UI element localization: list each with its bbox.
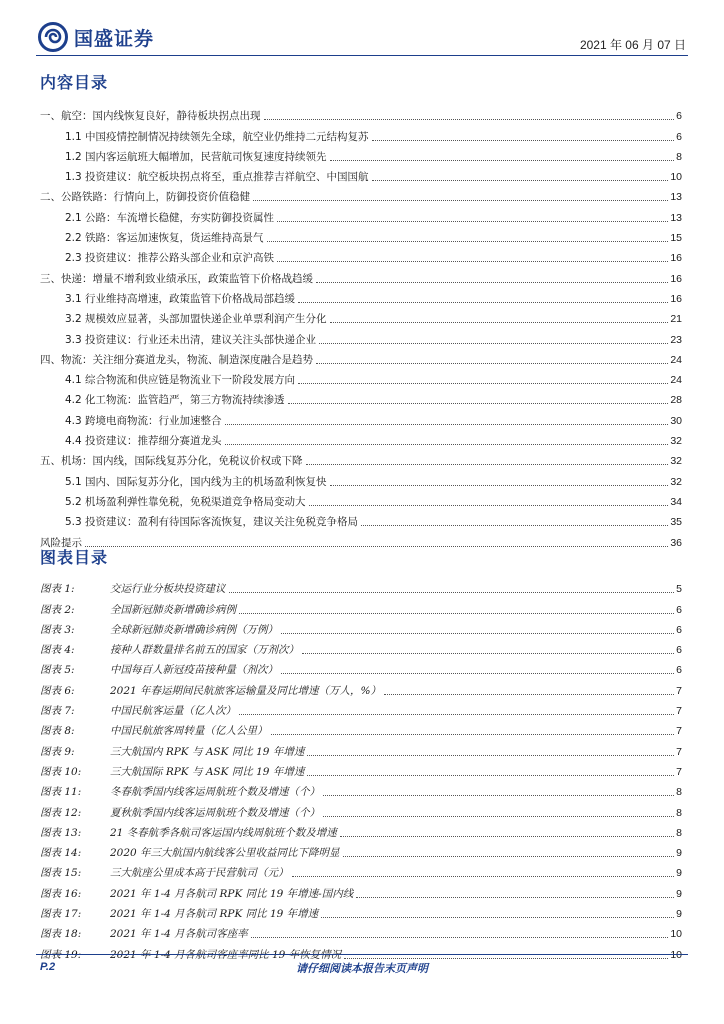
toc-entry-page: 13 <box>670 211 682 224</box>
toc-entry[interactable] <box>40 408 682 428</box>
leader-dots <box>330 485 669 486</box>
figure-number: 图表 1: <box>40 583 75 596</box>
figure-entry-label <box>40 927 248 942</box>
leader-dots <box>253 200 668 201</box>
leader-dots <box>316 282 668 283</box>
figure-entry-label <box>40 704 236 719</box>
figure-entry-page: 6 <box>676 603 682 616</box>
toc-entry[interactable] <box>40 165 682 185</box>
figure-caption: 2020 年三大航国内航线客公里收益同比下降明显 <box>110 847 340 860</box>
figure-number: 图表 6: <box>40 684 75 697</box>
brand-logo-icon <box>38 22 68 52</box>
toc-entry-page: 36 <box>670 536 682 549</box>
figure-caption: 三大航国内 RPK 与 ASK 同比 19 年增速 <box>110 745 305 758</box>
figure-entry-page: 9 <box>676 908 682 921</box>
leader-dots <box>239 613 674 614</box>
toc-entry-page: 16 <box>670 252 682 265</box>
leader-dots <box>323 795 674 796</box>
toc-entry-page: 24 <box>670 353 682 366</box>
leader-dots <box>372 180 669 181</box>
toc-entry-label: 4.2 化工物流：监管趋严，第三方物流持续渗透 <box>65 394 285 407</box>
leader-dots <box>85 546 668 547</box>
leader-dots <box>356 897 674 898</box>
leader-dots <box>267 241 669 242</box>
toc-entry-page: 32 <box>670 475 682 488</box>
figure-entry-page: 8 <box>676 826 682 839</box>
toc-entry[interactable] <box>40 266 682 286</box>
leader-dots <box>298 383 668 384</box>
toc-entry-page: 6 <box>676 130 682 143</box>
toc-entry-label: 五、机场：国内线，国际线复苏分化，免税议价权或下降 <box>40 455 303 468</box>
figure-number: 图表 5: <box>40 664 75 677</box>
toc-entry[interactable] <box>40 429 682 449</box>
leader-dots <box>292 876 675 877</box>
figure-entry[interactable] <box>40 821 682 841</box>
figure-entry-label <box>40 603 236 618</box>
figure-entry[interactable] <box>40 922 682 942</box>
figure-number: 图表 3: <box>40 623 75 636</box>
toc-entry[interactable] <box>40 185 682 205</box>
figure-entry-page: 6 <box>676 644 682 657</box>
figure-entry-page: 9 <box>676 847 682 860</box>
figure-entry-label <box>40 745 304 760</box>
figure-entry-label <box>40 887 353 902</box>
toc-entry[interactable] <box>40 368 682 388</box>
leader-dots <box>239 714 674 715</box>
figure-entry-label <box>40 846 340 861</box>
figure-entry-page: 5 <box>676 583 682 596</box>
figure-caption: 三大航座公里成本高于民营航司（元） <box>110 867 289 880</box>
figure-entry-page: 6 <box>676 664 682 677</box>
toc-entry-page: 8 <box>676 150 682 163</box>
figure-entry[interactable] <box>40 841 682 861</box>
figure-caption: 2021 年 1-4 月各航司客座率 <box>110 928 248 941</box>
figure-caption: 中国民航客运量（亿人次） <box>110 705 236 718</box>
toc-entry-label: 二、公路铁路：行情向上，防御投资价值稳健 <box>40 191 250 204</box>
toc-entry-label: 5.2 机场盈利弹性靠免税，免税渠道竞争格局变动大 <box>65 495 306 508</box>
toc-entry-page: 35 <box>670 516 682 529</box>
leader-dots <box>225 424 669 425</box>
figure-number: 图表 8: <box>40 725 75 738</box>
toc-entry-page: 16 <box>670 292 682 305</box>
figure-entry[interactable] <box>40 800 682 820</box>
figure-number: 图表 18: <box>40 928 82 941</box>
leader-dots <box>251 937 669 938</box>
toc-entry[interactable] <box>40 469 682 489</box>
toc-entry[interactable] <box>40 490 682 510</box>
leader-dots <box>288 403 669 404</box>
toc-entry[interactable] <box>40 388 682 408</box>
page-number: P.2 <box>40 961 56 973</box>
toc-entry-page: 32 <box>670 435 682 448</box>
toc-entry-page: 15 <box>670 232 682 245</box>
toc-entry[interactable] <box>40 104 682 124</box>
leader-dots <box>330 160 675 161</box>
toc-entry[interactable] <box>40 327 682 347</box>
figure-entry[interactable] <box>40 678 682 698</box>
footer-divider <box>36 954 688 955</box>
figure-entry-page: 7 <box>676 765 682 778</box>
toc-entry-page: 10 <box>670 171 682 184</box>
figure-entry[interactable] <box>40 739 682 759</box>
leader-dots <box>316 363 668 364</box>
toc-entry-label: 4.3 跨境电商物流：行业加速整合 <box>65 414 222 427</box>
toc-entry[interactable] <box>40 307 682 327</box>
report-date: 2021 年 06 月 07 日 <box>579 38 686 52</box>
figure-entry[interactable] <box>40 699 682 719</box>
leader-dots <box>298 302 668 303</box>
toc-entry-label: 一、航空：国内线恢复良好，静待板块拐点出现 <box>40 110 261 123</box>
leader-dots <box>323 816 674 817</box>
toc-title: 内容目录 <box>40 73 109 92</box>
toc-entry-label: 风险提示 <box>40 536 82 549</box>
figure-caption: 交运行业分板块投资建议 <box>110 583 226 596</box>
figure-entry-page: 7 <box>676 684 682 697</box>
leader-dots <box>330 322 669 323</box>
toc-entry-page: 21 <box>670 313 682 326</box>
toc-entry-label: 3.1 行业维持高增速，政策监管下价格战局部趋缓 <box>65 292 296 305</box>
toc-entry-label: 3.2 规模效应显著，头部加盟快递企业单票利润产生分化 <box>65 313 327 326</box>
figure-number: 图表 14: <box>40 847 82 860</box>
figure-entry-page: 10 <box>670 948 682 961</box>
toc-entry-label: 三、快递：增量不增利致业绩承压，政策监管下价格战趋缓 <box>40 272 313 285</box>
figure-number: 图表 10: <box>40 765 82 778</box>
header-divider <box>36 55 688 56</box>
leader-dots <box>361 525 668 526</box>
leader-dots <box>225 444 669 445</box>
toc-entry-label: 3.3 投资建议：行业还未出清，建议关注头部快递企业 <box>65 333 317 346</box>
toc-entry-page: 30 <box>670 414 682 427</box>
figure-entry-page: 8 <box>676 786 682 799</box>
toc-entry-label: 2.1 公路：车流增长稳健，夯实防御投资属性 <box>65 211 275 224</box>
leader-dots <box>271 734 675 735</box>
leader-dots <box>281 633 674 634</box>
toc-entry[interactable] <box>40 145 682 165</box>
toc-entry[interactable] <box>40 287 682 307</box>
brand-logo <box>38 22 154 52</box>
figure-entry-label <box>40 785 320 800</box>
figure-entry[interactable] <box>40 881 682 901</box>
figure-entry[interactable] <box>40 780 682 800</box>
figure-entry[interactable] <box>40 719 682 739</box>
toc-list <box>40 104 682 551</box>
toc-entry-page: 23 <box>670 333 682 346</box>
toc-entry-label: 2.2 铁路：客运加速恢复，货运维持高景气 <box>65 232 264 245</box>
leader-dots <box>372 140 675 141</box>
toc-entry[interactable] <box>40 124 682 144</box>
leader-dots <box>306 464 669 465</box>
figure-entry-label <box>40 643 299 658</box>
figure-caption: 2021 年春运期间民航旅客运输量及同比增速（万人，%） <box>110 684 382 697</box>
figure-entry-label <box>40 623 278 638</box>
figure-list-title: 图表目录 <box>40 548 109 567</box>
toc-entry-label: 1.2 国内客运航班大幅增加，民营航司恢复速度持续领先 <box>65 150 327 163</box>
figure-entry[interactable] <box>40 577 682 597</box>
figure-caption: 夏秋航季国内线客运周航班个数及增速（个） <box>110 806 320 819</box>
figure-entry-label <box>40 765 304 780</box>
figure-entry-page: 8 <box>676 806 682 819</box>
figure-entry-label <box>40 663 278 678</box>
figure-entry-page: 9 <box>676 887 682 900</box>
figure-caption: 中国民航旅客周转量（亿人公里） <box>110 725 268 738</box>
leader-dots <box>281 673 674 674</box>
leader-dots <box>277 221 668 222</box>
disclaimer-note: 请仔细阅读本报告末页声明 <box>296 962 428 975</box>
figure-entry-label <box>40 684 381 699</box>
figure-entry-label <box>40 907 318 922</box>
figure-entry-page: 9 <box>676 867 682 880</box>
figure-entry[interactable] <box>40 861 682 881</box>
figure-entry-page: 10 <box>670 928 682 941</box>
figure-caption: 冬春航季国内线客运周航班个数及增速（个） <box>110 786 320 799</box>
toc-entry-label: 四、物流：关注细分赛道龙头，物流、制造深度融合是趋势 <box>40 353 313 366</box>
figure-number: 图表 13: <box>40 826 82 839</box>
figure-entry-page: 7 <box>676 725 682 738</box>
toc-entry-page: 16 <box>670 272 682 285</box>
toc-entry-page: 32 <box>670 455 682 468</box>
figure-number: 图表 12: <box>40 806 82 819</box>
figure-caption: 21 冬春航季各航司客运国内线周航班个数及增速 <box>110 826 337 839</box>
figure-entry[interactable] <box>40 658 682 678</box>
figure-caption: 2021 年 1-4 月各航司 RPK 同比 19 年增速-国内线 <box>110 887 354 900</box>
toc-entry[interactable] <box>40 449 682 469</box>
toc-entry[interactable] <box>40 226 682 246</box>
brand-name: 国盛证券 <box>74 27 155 50</box>
figure-entry-label <box>40 582 226 597</box>
figure-caption: 中国每百人新冠疫苗接种量（剂次） <box>110 664 278 677</box>
figure-caption: 接种人群数量排名前五的国家（万剂次） <box>110 644 299 657</box>
figure-caption: 全球新冠肺炎新增确诊病例（万例） <box>110 623 278 636</box>
toc-entry[interactable] <box>40 510 682 530</box>
leader-dots <box>340 836 674 837</box>
leader-dots <box>344 958 668 959</box>
toc-entry[interactable] <box>40 246 682 266</box>
figure-entry[interactable] <box>40 760 682 780</box>
figure-entry[interactable] <box>40 638 682 658</box>
figure-entry-label <box>40 866 289 881</box>
leader-dots <box>319 343 668 344</box>
figure-entry-label <box>40 806 320 821</box>
figure-entry-label <box>40 826 337 841</box>
figure-entry-label <box>40 724 268 739</box>
figure-entry[interactable] <box>40 618 682 638</box>
figure-entry-page: 7 <box>676 705 682 718</box>
leader-dots <box>321 917 674 918</box>
leader-dots <box>277 261 668 262</box>
leader-dots <box>264 119 675 120</box>
figure-caption: 2021 年 1-4 月各航司 RPK 同比 19 年增速 <box>110 908 319 921</box>
toc-entry[interactable] <box>40 348 682 368</box>
leader-dots <box>229 592 675 593</box>
figure-number: 图表 2: <box>40 603 75 616</box>
toc-entry-page: 28 <box>670 394 682 407</box>
leader-dots <box>309 505 669 506</box>
toc-entry[interactable] <box>40 530 682 550</box>
figure-list <box>40 577 682 963</box>
toc-entry-label: 1.1 中国疫情控制情况持续领先全球，航空业仍维持二元结构复苏 <box>65 130 369 143</box>
leader-dots <box>307 775 674 776</box>
figure-caption: 三大航国际 RPK 与 ASK 同比 19 年增速 <box>110 765 305 778</box>
figure-entry[interactable] <box>40 597 682 617</box>
toc-entry-label: 4.4 投资建议：推荐细分赛道龙头 <box>65 435 222 448</box>
figure-number: 图表 4: <box>40 644 75 657</box>
toc-entry-label: 5.1 国内、国际复苏分化，国内线为主的机场盈利恢复快 <box>65 475 327 488</box>
figure-entry-page: 7 <box>676 745 682 758</box>
figure-number: 图表 15: <box>40 867 82 880</box>
toc-entry-page: 13 <box>670 191 682 204</box>
figure-entry-page: 6 <box>676 623 682 636</box>
figure-number: 图表 7: <box>40 705 75 718</box>
figure-number: 图表 17: <box>40 908 82 921</box>
figure-number: 图表 16: <box>40 887 82 900</box>
page-header <box>0 0 724 56</box>
toc-entry-label: 2.3 投资建议：推荐公路头部企业和京沪高铁 <box>65 252 275 265</box>
toc-entry-label: 4.1 综合物流和供应链是物流业下一阶段发展方向 <box>65 374 296 387</box>
toc-entry-page: 34 <box>670 495 682 508</box>
figure-number: 图表 11: <box>40 786 82 799</box>
leader-dots <box>343 856 675 857</box>
figure-caption: 2021 年 1-4 月各航司客座率同比 19 年恢复情况 <box>110 948 342 961</box>
toc-entry-page: 6 <box>676 110 682 123</box>
toc-entry-page: 24 <box>670 374 682 387</box>
toc-entry[interactable] <box>40 205 682 225</box>
figure-caption: 全国新冠肺炎新增确诊病例 <box>110 603 236 616</box>
leader-dots <box>384 694 674 695</box>
figure-number: 图表 19: <box>40 948 82 961</box>
toc-entry-label: 5.3 投资建议：盈利有待国际客流恢复，建议关注免税竞争格局 <box>65 516 359 529</box>
toc-entry-label: 1.3 投资建议：航空板块拐点将至，重点推荐吉祥航空、中国国航 <box>65 171 369 184</box>
leader-dots <box>307 755 674 756</box>
leader-dots <box>302 653 674 654</box>
figure-number: 图表 9: <box>40 745 75 758</box>
figure-entry[interactable] <box>40 902 682 922</box>
